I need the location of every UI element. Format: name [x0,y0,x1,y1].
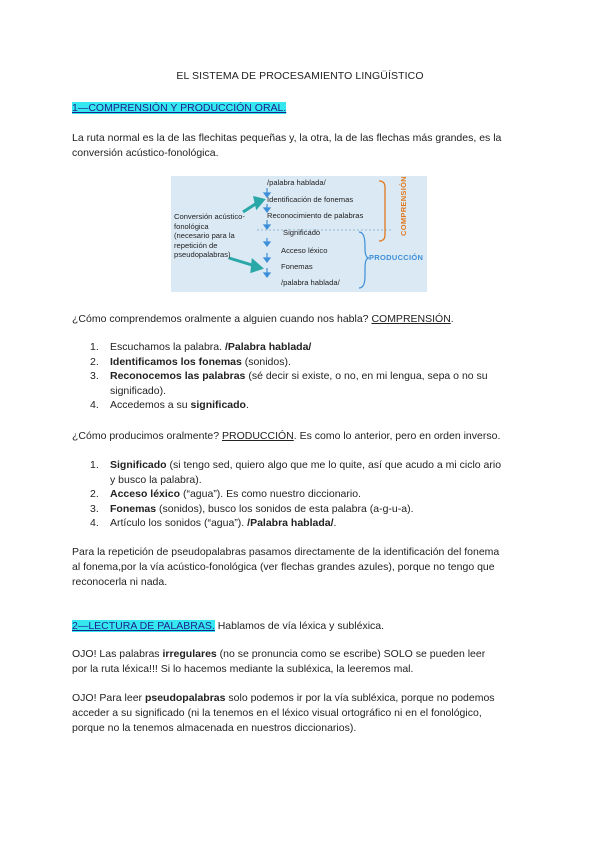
list-item: 4. Accedemos a su significado. [90,399,249,411]
comprension-bracket [379,181,385,241]
ojo-irregulares: OJO! Las palabras irregulares (no se pronuncia como se escribe) SOLO se pueden leer por la ruta léxica!!! Si lo hacemos mediante la subléxica, la leeremos mal. [72,648,486,675]
processing-diagram [171,176,427,292]
big-arrow-down-head [252,261,261,271]
produccion-bracket [359,232,369,288]
produccion-question: ¿Cómo producimos oralmente? PRODUCCIÓN. Es como lo anterior, pero en orden inverso. [72,430,501,442]
section2-heading: 2—LECTURA DE PALABRAS. [72,620,215,632]
left-note-line: Conversión acústico- [174,212,245,221]
list-item: 1. Significado (si tengo sed, quiero algo que me lo quite, así que acudo a mi ciclo ario y busco la palabra). [90,459,502,486]
small-arrow-head-6 [264,273,270,277]
produccion-term: PRODUCCIÓN [221,430,294,442]
list-item: 1. Escuchamos la palabra. /Palabra hablada/ [90,341,312,353]
section2-heading-line: 2—LECTURA DE PALABRAS. Hablamos de vía léxica y subléxica. [72,620,385,632]
left-note-line: (necesario para la [174,231,235,240]
produccion-label: PRODUCCIÓN [369,253,424,262]
small-arrow-head-4 [264,242,270,246]
comprension-question: ¿Cómo comprendemos oralmente a alguien cuando nos habla? COMPRENSIÓN. [72,313,454,325]
diagram-bottom-item: Fonemas [281,262,313,271]
diagram-bottom-item: Significado [283,228,321,237]
intro-line: La ruta normal es la de las flechitas pequeñas y, la otra, la de las flechas más grandes, es la [72,132,502,144]
section1-heading-line [72,101,532,116]
left-note-line: repetición de [174,240,218,250]
diagram-top-item: Reconocimiento de palabras [267,211,364,220]
comprension-steps [72,340,532,413]
ojo-pseudopalabras: OJO! Para leer pseudopalabras solo podemos ir por la vía subléxica, porque no podemos acceder a su significado (ni la tenemos en el léxico visual ortográfico ni en el fonológico, porque no la tenemos almacenada en nuestros diccionarios). [72,692,495,734]
small-arrow-head-3 [264,225,270,229]
comprension-label: COMPRENSIÓN [399,176,408,236]
small-arrow-head-5 [264,258,270,262]
list-item: 2. Identificamos los fonemas (sonidos). [90,355,291,368]
diagram-left-note [174,212,245,260]
diagram-top-item: Identificación de fonemas [267,195,354,204]
comprension-term: COMPRENSIÓN [371,313,451,325]
list-item: 2. Acceso léxico (“agua”). Es como nuestro diccionario. [90,488,361,500]
intro-line: conversión acústico-fonológica. [72,147,219,159]
list-item: 3. Fonemas (sonidos), busco los sonidos de esta palabra (a-g-u-a). [90,502,414,515]
produccion-steps [72,458,532,531]
left-note-line: fonológica [174,221,209,231]
big-arrow-up-head [255,198,263,207]
section1-intro [72,131,532,161]
left-note-line: pseudopalabras) [174,250,231,259]
pseudowords-paragraph: Para la repetición de pseudopalabras pasamos directamente de la identificación del fonema al fonema,por la vía acústico-fonológica (ver flechas grandes azules), porque no tengo que reconocerla ni nada. [72,546,500,588]
diagram-top-item: /palabra hablada/ [267,178,326,187]
diagram-bottom-item: /palabra hablada/ [281,278,340,287]
list-item: 3. Reconocemos las palabras (sé decir si existe, o no, en mi lengua, sepa o no su significado). [90,370,488,397]
section1-heading: 1—COMPRENSIÓN Y PRODUCCIÓN ORAL. [72,102,287,114]
page-title: EL SISTEMA DE PROCESAMIENTO LINGÜÍSTICO [176,70,424,82]
list-item: 4. Artículo los sonidos (“agua”). /Palabra hablada/. [90,517,337,529]
diagram-bottom-item: Acceso léxico [281,246,328,255]
